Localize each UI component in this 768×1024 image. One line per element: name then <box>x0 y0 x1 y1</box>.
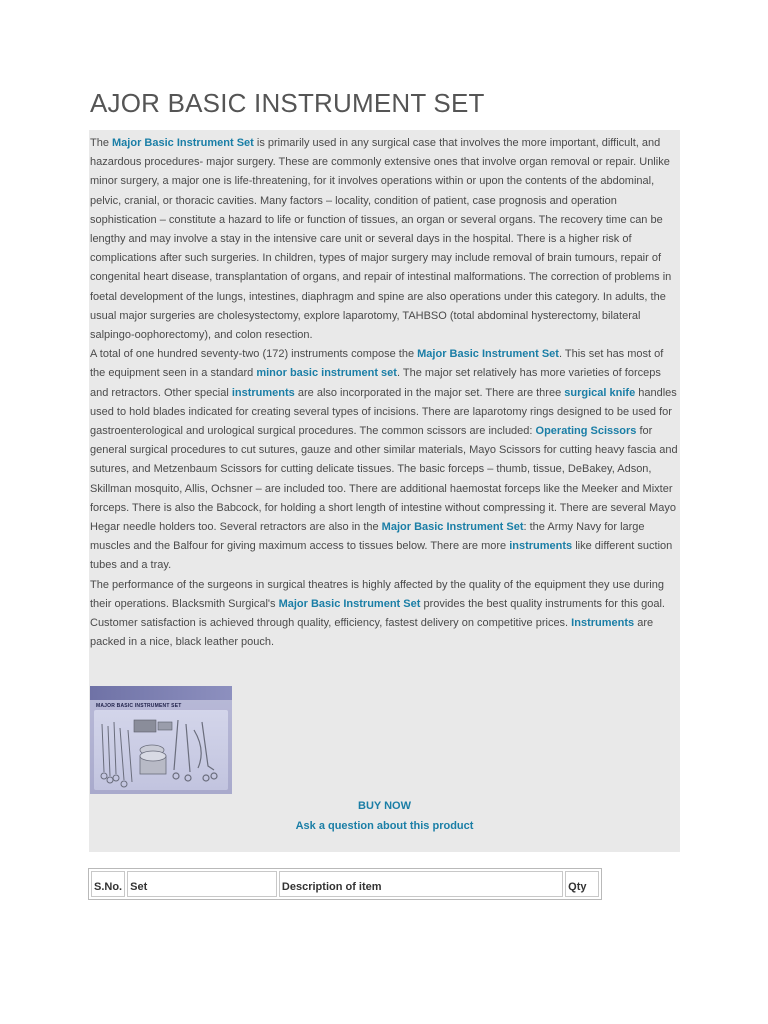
table-header-description: Description of item <box>279 871 563 897</box>
retractors-icon <box>173 720 217 781</box>
description-paragraph-3: The performance of the surgeons in surgical theatres is highly affected by the quality of the equipment they use during their operations. Blacksmith Surgical's Major Basic Instrument Set provides the best quality instruments for this goal. Customer satisfaction is achieved through quality, efficiency, fastest delivery on competitive prices. Instruments are packed in a nice, black leather pouch. <box>90 578 665 649</box>
minor-basic-instrument-set-link[interactable]: minor basic instrument set <box>256 367 397 380</box>
image-caption: MAJOR BASIC INSTRUMENT SET <box>96 703 182 709</box>
product-content-panel <box>89 130 680 852</box>
instruments-link[interactable]: Instruments <box>571 617 635 630</box>
major-basic-instrument-set-link[interactable]: Major Basic Instrument Set <box>417 348 559 361</box>
major-basic-instrument-set-link[interactable]: Major Basic Instrument Set <box>112 137 254 149</box>
forceps-group-icon <box>101 722 132 787</box>
page-title: AJOR BASIC INSTRUMENT SET <box>90 88 485 118</box>
ask-question-link[interactable]: Ask a question about this product <box>295 820 474 832</box>
instruments-link[interactable]: instruments <box>509 540 573 553</box>
instrument-tray-small-icon <box>158 722 172 730</box>
description-paragraph-1: The Major Basic Instrument Set is primarily used in any surgical case that involves the more important, difficult, and hazardous procedures- major surgery. These are commonly extensive ones that involve organ removal or repair. Unlike minor surgery, a major one is life-threatening, for it involves operations within or upon the contents of the abdominal, pelvic, cranial, or thoracic cavities. Many factors – locality, condition of patient, case prognosis and operation sophistication – constitute a hazard to life or function of tissues, an organ or several organs. The recovery time can be lengthy and may involve a stay in the intensive care unit or several days in the hospital. There is a higher risk of complications after such surgeries. In children, types of major surgery may include removal of brain tumours, repair of congenital heart disease, transplantation of organs, and repair of intestinal malformations. The correction of problems in foetal development of the lungs, intestines, diaphragm and spine are also operations under this category. In adults, the usual major surgeries are cholesystectomy, explore laparotomy, TAHBSO (total abdominal hysterectomy, bilateral salpingo-oophorectomy), and colon resection. <box>90 137 672 342</box>
surgical-instruments-illustration <box>94 710 228 790</box>
table-header-sno: S.No. <box>91 871 125 897</box>
instruments-link[interactable]: instruments <box>231 386 295 399</box>
description-paragraph-2: A total of one hundred seventy-two (172) instruments compose the Major Basic Instrument Set. This set has most of the equipment seen in a standard minor basic instrument set. The major set relatively has more varieties of forceps and retractors. Other special instruments are also incorporated in the major set. There are three surgical knife handles used to hold blades indicated for creating several types of incisions. There are laparotomy rings designed to be used for gastroenterological and urological surgical procedures. The common scissors are included: Operating Scissors for general surgical procedures to cut sutures, gauze and other similar materials, Mayo Scissors for cutting heavy fascia and sutures, and Metzenbaum Scissors for cutting delicate tissues. The basic forceps – thumb, tissue, DeBakey, Adson, Skillman mosquito, Allis, Ochsner – are included too. There are additional haemostat forceps like the Meeker and Mixter forceps. There is also the Babcock, for holding a short length of intestine without compressing it. There are several Mayo Hegar needle holders too. Several retractors are also in the Major Basic Instrument Set: the Army Navy for large muscles and the Balfour for giving maximum access to tissues below. There are more instruments like different suction tubes and a tray. <box>90 348 678 572</box>
major-basic-instrument-set-link[interactable]: Major Basic Instrument Set <box>278 597 421 610</box>
product-image[interactable] <box>90 686 232 794</box>
surgical-knife-link[interactable]: surgical knife <box>564 386 636 399</box>
major-basic-instrument-set-link[interactable]: Major Basic Instrument Set <box>381 521 524 534</box>
image-instrument-panel <box>94 710 228 790</box>
product-description <box>90 134 678 652</box>
table-header-set: Set <box>127 871 277 897</box>
bowls-icon <box>140 745 166 774</box>
instrument-items-table <box>88 868 602 900</box>
table-header-row <box>91 871 599 897</box>
buy-now-link[interactable]: BUY NOW <box>358 800 411 812</box>
table-header-qty: Qty <box>565 871 599 897</box>
image-header-bar <box>90 686 232 700</box>
instrument-tray-icon <box>134 720 156 732</box>
operating-scissors-link[interactable]: Operating Scissors <box>535 425 637 438</box>
